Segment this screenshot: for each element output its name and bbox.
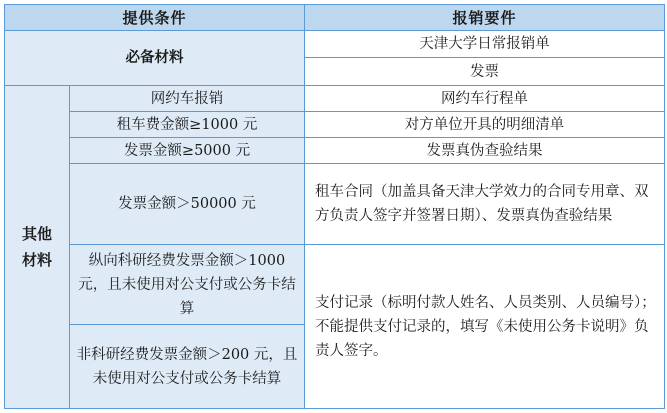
table-row — [5, 245, 665, 325]
reimbursement-requirements-table — [4, 4, 665, 409]
condition-cell: 租车费金额≥1000 元 — [70, 112, 305, 138]
table-row — [5, 86, 665, 112]
header-conditions: 提供条件 — [5, 5, 305, 31]
condition-cell: 发票金额＞50000 元 — [70, 164, 305, 245]
payment-record-requirement: 支付记录（标明付款人姓名、人员类别、人员编号）；不能提供支付记录的，填写《未使用公务卡说明》负责人签字。 — [305, 245, 665, 409]
requirement-cell: 发票真伪查验结果 — [305, 138, 665, 164]
required-materials-label: 必备材料 — [5, 31, 305, 86]
other-materials-label-line2: 材料 — [21, 251, 52, 269]
other-materials-label — [5, 86, 70, 409]
header-requirements: 报销要件 — [305, 5, 665, 31]
table-row — [5, 164, 665, 245]
table-row — [5, 112, 665, 138]
other-materials-label-line1: 其他 — [21, 225, 52, 243]
requirement-cell: 网约车行程单 — [305, 86, 665, 112]
condition-cell: 发票金额≥5000 元 — [70, 138, 305, 164]
condition-cell: 非科研经费发票金额＞200 元，且未使用对公支付或公务卡结算 — [70, 325, 305, 409]
required-item-form: 天津大学日常报销单 — [305, 31, 665, 58]
table-row — [5, 31, 665, 58]
table-row — [5, 138, 665, 164]
condition-cell: 纵向科研经费发票金额＞1000 元，且未使用对公支付或公务卡结算 — [70, 245, 305, 325]
requirement-cell: 租车合同（加盖具备天津大学效力的合同专用章、双方负责人签字并签署日期）、发票真伪查验结果 — [305, 164, 665, 245]
condition-cell: 网约车报销 — [70, 86, 305, 112]
required-item-invoice: 发票 — [305, 58, 665, 86]
header-row — [5, 5, 665, 31]
requirement-cell: 对方单位开具的明细清单 — [305, 112, 665, 138]
